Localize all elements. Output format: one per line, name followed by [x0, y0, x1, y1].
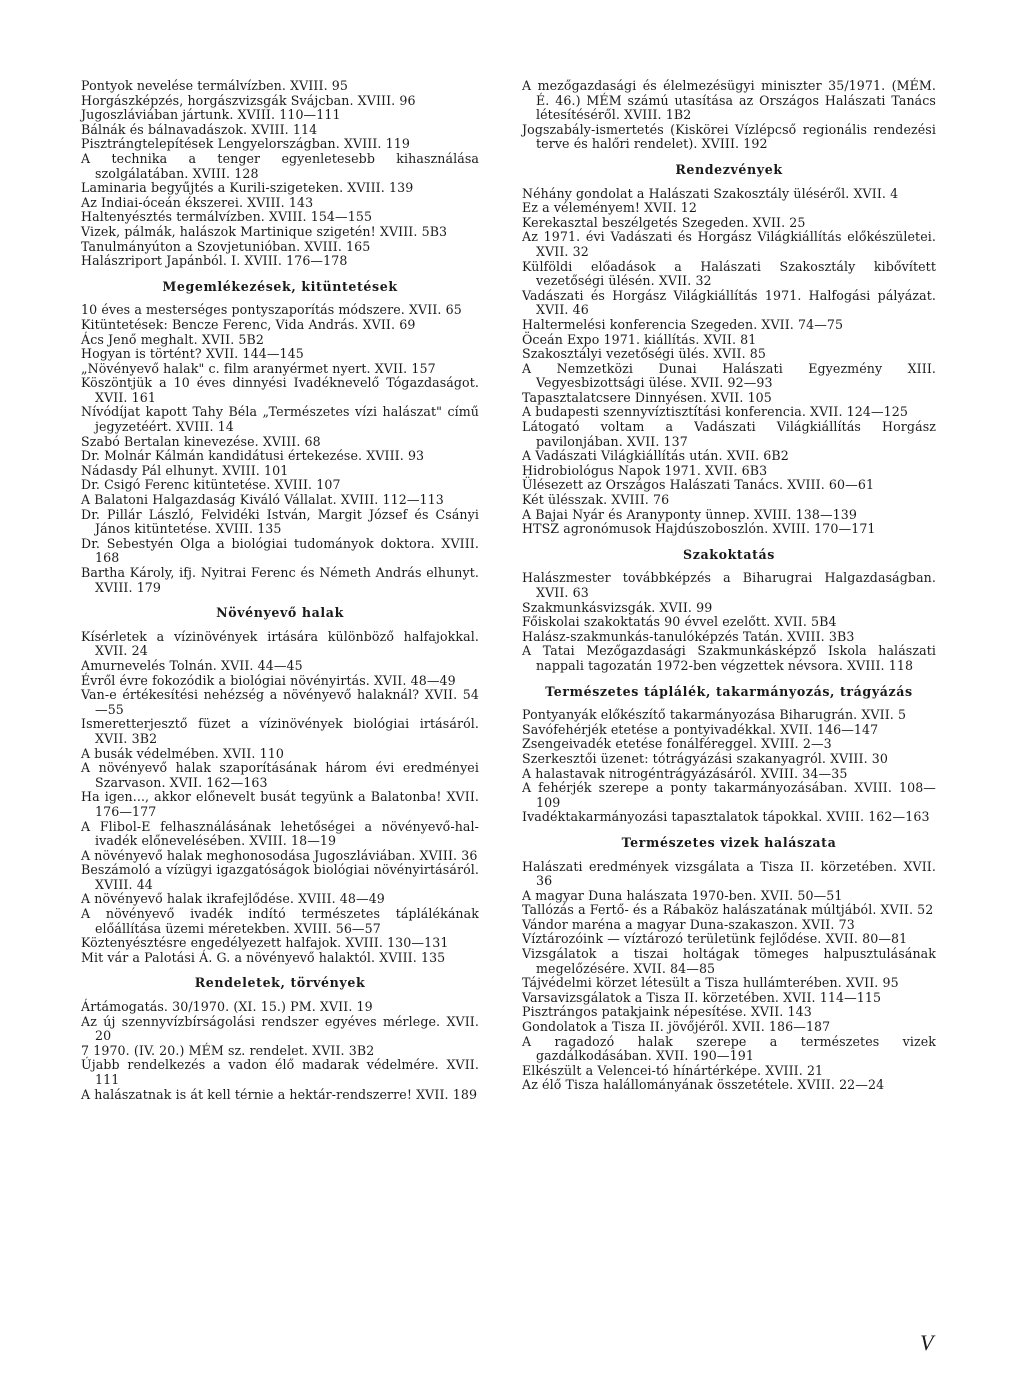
entry-list [81, 303, 479, 595]
index-entry: Laminaria begyűjtés a Kurili-szigeteken. XVIII. 139 [81, 180, 414, 196]
index-entry: Tanulmányúton a Szovjetunióban. XVIII. 165 [81, 238, 371, 254]
entry-list [522, 79, 936, 152]
index-entry: Köszöntjük a 10 éves dinnyési Ivadéknevelő Tógazdaságot. XVII. 161 [81, 375, 479, 405]
index-entry: Dr. Molnár Kálmán kandidátusi értekezése. XVIII. 93 [81, 448, 425, 464]
index-entry: A Nemzetközi Dunai Halászati Egyezmény XIII. Vegyesbizottsági ülése. XVII. 92—93 [522, 360, 936, 391]
index-entry: Vizsgálatok a tiszai holtágak tömeges halpusztulásának megelőzésére. XVII. 84—85 [522, 946, 936, 976]
index-entry: Bálnák és bálnavadászok. XVIII. 114 [81, 121, 318, 137]
entry-list [522, 187, 936, 537]
index-entry: Dr. Sebestyén Olga a biológiai tudományok doktora. XVIII. 168 [81, 535, 479, 566]
index-entry: Hidrobiológus Napok 1971. XVII. 6B3 [522, 462, 768, 478]
index-entry: Halászmester továbbképzés a Biharugrai Halgazdaságban. XVII. 63 [522, 570, 936, 600]
index-entry: Látogató voltam a Vadászati Világkiállítás Horgász pavilonjában. XVII. 137 [522, 419, 936, 449]
index-entry: Gondolatok a Tisza II. jövőjéről. XVII. 186—187 [522, 1019, 831, 1035]
index-entry: Dr. Pillár László, Felvidéki István, Margit József és Csányi János kitüntetése. XVIII. 135 [81, 506, 479, 537]
section-heading: Rendezvények [675, 161, 783, 177]
index-entry: A magyar Duna halászata 1970-ben. XVII. 50—51 [522, 887, 843, 903]
index-entry: A Balatoni Halgazdaság Kiváló Vállalat. XVIII. 112—113 [81, 492, 444, 508]
index-entry: Jogszabály-ismertetés (Kiskörei Vízlépcső regionális rendezési terve és halőri rendelet). XVIII. 192 [522, 121, 936, 152]
index-entry: Kísérletek a vízinövények irtására különböző halfajokkal. XVII. 24 [81, 628, 479, 659]
index-entry: Bartha Károly, ifj. Nyitrai Ferenc és Németh András elhunyt. XVIII. 179 [81, 565, 479, 595]
index-entry: Van-e értékesítési nehézség a növényevő halaknál? XVII. 54—55 [81, 687, 479, 717]
index-entry: A busák védelmében. XVII. 110 [81, 745, 284, 761]
right-column [522, 79, 936, 1093]
index-entry: Víztározóink — víztározó területünk fejlődése. XVII. 80—81 [522, 931, 908, 947]
index-entry: Nívódíjat kapott Tahy Béla „Természetes vízi halászat" című jegyzetéért. XVIII. 14 [81, 404, 479, 435]
index-entry: Tájvédelmi körzet létesült a Tisza hullámterében. XVII. 95 [522, 975, 899, 991]
index-entry: Pisztrángtelepítések Lengyelországban. XVIII. 119 [81, 136, 410, 152]
index-entry: Mit vár a Palotási Á. G. a növényevő halaktól. XVIII. 135 [81, 949, 446, 965]
index-entry: A Bajai Nyár és Aranyponty ünnep. XVIII. 138—139 [522, 506, 857, 522]
entry-list [81, 1000, 479, 1102]
index-entry: Tapasztalatcsere Dinnyésen. XVII. 105 [522, 389, 772, 405]
index-entry: A növényevő halak meghonosodása Jugoszláviában. XVIII. 36 [81, 847, 478, 863]
index-entry: Dr. Csigó Ferenc kitüntetése. XVIII. 107 [81, 477, 341, 493]
index-entry: 7 1970. (IV. 20.) MÉM sz. rendelet. XVII. 3B2 [81, 1042, 375, 1058]
entry-list [81, 79, 479, 269]
index-entry: A fehérjék szerepe a ponty takarmányozásában. XVIII. 108—109 [522, 780, 936, 810]
section-heading: Természetes vizek halászata [621, 834, 837, 850]
index-entry: Szerkesztői üzenet: tótrágyázási szakanyagról. XVIII. 30 [522, 750, 889, 766]
index-entry: Ülésezett az Országos Halászati Tanács. XVIII. 60—61 [522, 477, 875, 493]
index-entry: A halászatnak is át kell térnie a hektár-rendszerre! XVII. 189 [81, 1086, 478, 1102]
index-entry: Ártámogatás. 30/1970. (XI. 15.) PM. XVII. 19 [81, 999, 373, 1015]
index-entry: Szabó Bertalan kinevezése. XVIII. 68 [81, 433, 321, 449]
index-entry: A budapesti szennyvíztisztítási konferencia. XVII. 124—125 [522, 404, 909, 420]
index-entry: Hogyan is történt? XVII. 144—145 [81, 346, 304, 362]
index-entry: Újabb rendelkezés a vadon élő madarak védelmére. XVII. 111 [81, 1057, 479, 1087]
index-entry: Pisztrángos patakjaink népesítése. XVII. 143 [522, 1004, 812, 1020]
entry-list [522, 708, 936, 825]
index-entry: Halász-szakmunkás-tanulóképzés Tatán. XVIII. 3B3 [522, 628, 855, 644]
index-entry: Jugoszláviában jártunk. XVIII. 110—111 [81, 107, 341, 123]
index-entry: A mezőgazdasági és élelmezésügyi miniszter 35/1971. (MÉM. É. 46.) MÉM számú utasítása az Országos Halászati Tanács létesítéséről. XVIII. 1B2 [522, 78, 936, 123]
left-column [81, 79, 479, 1102]
index-entry: Halászriport Japánból. I. XVIII. 176—178 [81, 253, 348, 269]
section-heading: Növényevő halak [216, 605, 344, 621]
index-entry: 10 éves a mesterséges pontyszaporítás módszere. XVII. 65 [81, 302, 462, 318]
section-heading: Természetes táplálék, takarmányozás, trágyázás [545, 683, 913, 699]
index-entry: Pontyanyák előkészítő takarmányozása Biharugrán. XVII. 5 [522, 707, 907, 723]
index-entry: A Vadászati Világkiállítás után. XVII. 6B2 [522, 448, 789, 464]
index-entry: A technika a tenger egyenletesebb kihasználása szolgálatában. XVIII. 128 [81, 150, 479, 181]
index-entry: Vadászati és Horgász Világkiállítás 1971. Halfogási pályázat. XVII. 46 [522, 287, 936, 318]
index-entry: Ács Jenő meghalt. XVII. 5B2 [81, 331, 264, 347]
section-heading: Rendeletek, törvények [194, 975, 366, 991]
index-entry: Vizek, pálmák, halászok Martinique szigetén! XVIII. 5B3 [81, 223, 448, 239]
index-entry: A halastavak nitrogéntrágyázásáról. XVIII. 34—35 [522, 765, 848, 781]
index-entry: Külföldi előadások a Halászati Szakosztály kibővített vezetőségi ülésén. XVII. 32 [522, 258, 936, 289]
index-entry: Főiskolai szakoktatás 90 évvel ezelőtt. XVII. 5B4 [522, 614, 837, 630]
index-entry: Néhány gondolat a Halászati Szakosztály üléséről. XVII. 4 [522, 185, 899, 201]
index-entry: Beszámoló a vízügyi igazgatóságok biológiai növényirtásáról. XVIII. 44 [81, 862, 479, 892]
index-entry: A növényevő halak szaporításának három évi eredményei Szarvason. XVII. 162—163 [81, 760, 479, 790]
index-entry: Öceán Expo 1971. kiállítás. XVII. 81 [522, 331, 757, 347]
index-entry: Halászati eredmények vizsgálata a Tisza II. körzetében. XVII. 36 [522, 858, 936, 889]
index-entry: Az új szennyvízbírságolási rendszer egyéves mérlege. XVII. 20 [81, 1013, 479, 1044]
index-entry: Az élő Tisza halállományának összetétele. XVIII. 22—24 [522, 1077, 885, 1093]
index-entry: HTSZ agronómusok Hajdúszoboszlón. XVIII. 170—171 [522, 521, 876, 537]
index-entry: „Növényevő halak" c. film aranyérmet nyert. XVII. 157 [81, 360, 436, 376]
index-entry: Haltermelési konferencia Szegeden. XVII. 74—75 [522, 316, 844, 332]
index-entry: Zsengeivadék etetése fonálféreggel. XVIII. 2—3 [522, 736, 832, 752]
index-entry: Kerekasztal beszélgetés Szegeden. XVII. 25 [522, 214, 806, 230]
index-entry: Tallózás a Fertő- és a Rábaköz halászatának múltjából. XVII. 52 [522, 902, 934, 918]
index-entry: Pontyok nevelése termálvízben. XVIII. 95 [81, 78, 349, 93]
index-entry: Szakmunkásvizsgák. XVII. 99 [522, 599, 713, 615]
index-entry: Vándor maréna a magyar Duna-szakaszon. XVII. 73 [522, 916, 855, 932]
entry-list [522, 571, 936, 673]
index-entry: A növényevő ivadék indító természetes táplálékának előállítása üzemi méretekben. XVIII. 56—57 [81, 906, 479, 936]
index-entry: Savófehérjék etetése a pontyivadékkal. XVII. 146—147 [522, 721, 879, 737]
index-entry: Szakosztályi vezetőségi ülés. XVII. 85 [522, 346, 767, 362]
index-entry: Ez a véleményem! XVII. 12 [522, 200, 698, 216]
page-number: V [920, 1330, 934, 1355]
index-entry: A Flibol-E felhasználásának lehetőségei a növényevő-hal-ivadék előnevelésében. XVIII. 18—19 [81, 818, 479, 849]
index-entry: Ha igen..., akkor előnevelt busát tegyünk a Balatonba! XVII. 176—177 [81, 789, 479, 819]
index-entry: Haltenyésztés termálvízben. XVIII. 154—155 [81, 209, 373, 225]
index-entry: Az 1971. évi Vadászati és Horgász Világkiállítás előkészületei. XVII. 32 [522, 229, 936, 259]
section-heading: Szakoktatás [683, 546, 775, 562]
index-entry: Elkészült a Velencei-tó hínártérképe. XVIII. 21 [522, 1062, 824, 1078]
index-entry: Az Indiai-óceán ékszerei. XVIII. 143 [81, 194, 314, 210]
index-entry: Évről évre fokozódik a biológiai növényirtás. XVII. 48—49 [81, 672, 456, 688]
entry-list [81, 630, 479, 966]
index-entry: Két ülésszak. XVIII. 76 [522, 492, 670, 508]
index-entry: Horgászképzés, horgászvizsgák Svájcban. XVIII. 96 [81, 92, 416, 108]
section-heading: Megemlékezések, kitüntetések [162, 278, 398, 294]
index-entry: Varsavizsgálatok a Tisza II. körzetében. XVII. 114—115 [522, 989, 882, 1005]
index-entry: Köztenyésztésre engedélyezett halfajok. XVIII. 130—131 [81, 935, 449, 951]
index-entry: Nádasdy Pál elhunyt. XVIII. 101 [81, 462, 289, 478]
entry-list [522, 860, 936, 1094]
index-entry: A ragadozó halak szerepe a természetes vizek gazdálkodásában. XVII. 190—191 [522, 1033, 936, 1064]
index-entry: Amurnevelés Tolnán. XVII. 44—45 [81, 657, 303, 673]
index-entry: A növényevő halak ikrafejlődése. XVIII. 48—49 [81, 891, 385, 907]
index-entry: Kitüntetések: Bencze Ferenc, Vida András. XVII. 69 [81, 316, 416, 332]
index-entry: A Tatai Mezőgazdasági Szakmunkásképző Iskola halászati nappali tagozatán 1972-ben végzettek névsora. XVIII. 118 [522, 643, 936, 673]
index-entry: Ismeretterjesztő füzet a vízinövények biológiai irtásáról. XVII. 3B2 [81, 716, 479, 746]
index-entry: Ivadéktakarmányozási tapasztalatok tápokkal. XVIII. 162—163 [522, 809, 930, 825]
